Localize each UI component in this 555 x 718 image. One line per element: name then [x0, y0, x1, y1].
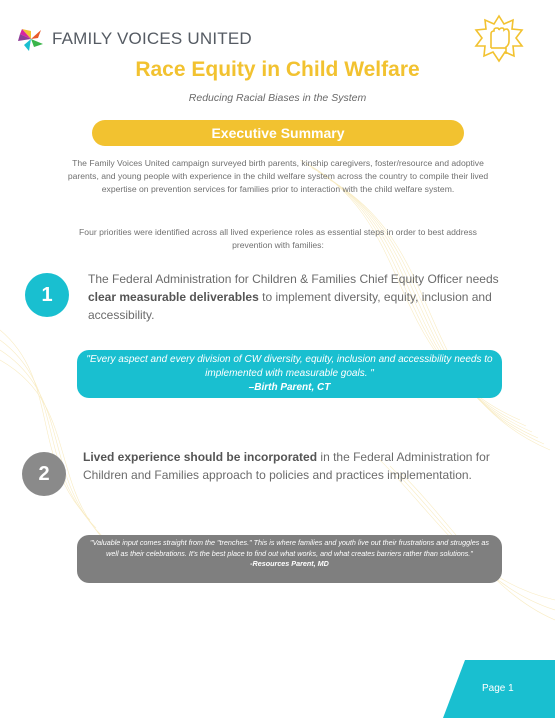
- priority-number-badge: 2: [22, 452, 66, 496]
- organization-logo: [16, 26, 252, 52]
- priority-text-end: in the Federal Administration for Children and Families approach to policies and practices implementation.: [83, 450, 490, 482]
- priority-text-emphasis: Lived experience should be incorporated: [83, 450, 318, 464]
- priority-text: [83, 448, 513, 484]
- testimonial-attribution: –Birth Parent, CT: [248, 382, 331, 393]
- page-header: [0, 0, 555, 60]
- priority-number-badge: 1: [25, 273, 69, 317]
- pinwheel-logo-icon: [16, 26, 46, 52]
- page-title: Race Equity in Child Welfare: [135, 58, 420, 81]
- priority-text-start: The Federal Administration for Children & Families Chief Equity Officer needs: [88, 272, 499, 286]
- raised-fist-icon: [472, 14, 526, 64]
- priority-text: [88, 270, 508, 324]
- testimonial-attribution: -Resources Parent, MD: [250, 559, 329, 568]
- priority-text-end: to implement diversity, equity, inclusion and accessibility.: [88, 290, 492, 322]
- testimonial-quote: "Valuable input comes straight from the "trenches." This is where families and youth live out their frustrations and struggles as well as their celebrations. It's the best place to find out what works, and what creates barriers rather than solutions.": [90, 538, 489, 558]
- section-heading-executive-summary: Executive Summary: [92, 120, 464, 146]
- organization-name: FAMILY VOICES UNITED: [52, 29, 252, 48]
- page-number: Page 1: [482, 683, 514, 694]
- testimonial-quote-box: [77, 350, 502, 398]
- priority-text-emphasis: clear measurable deliverables: [88, 290, 259, 304]
- page-subtitle: Reducing Racial Biases in the System: [188, 92, 367, 104]
- testimonial-quote: "Every aspect and every division of CW diversity, equity, inclusion and accessibility needs to implemented with measurable goals. ": [86, 354, 493, 379]
- testimonial-quote-box: [77, 535, 502, 583]
- intro-paragraph: The Family Voices United campaign surveyed birth parents, kinship caregivers, foster/resource and adoptive parents, and young people with experience in the child welfare system across the country to compile their lived expertise on prevention services for families prior to interaction with the child welfare system.: [67, 158, 489, 194]
- intro-paragraph-priorities: Four priorities were identified across all lived experience roles as essential steps in order to best address prevention with families:: [79, 227, 477, 250]
